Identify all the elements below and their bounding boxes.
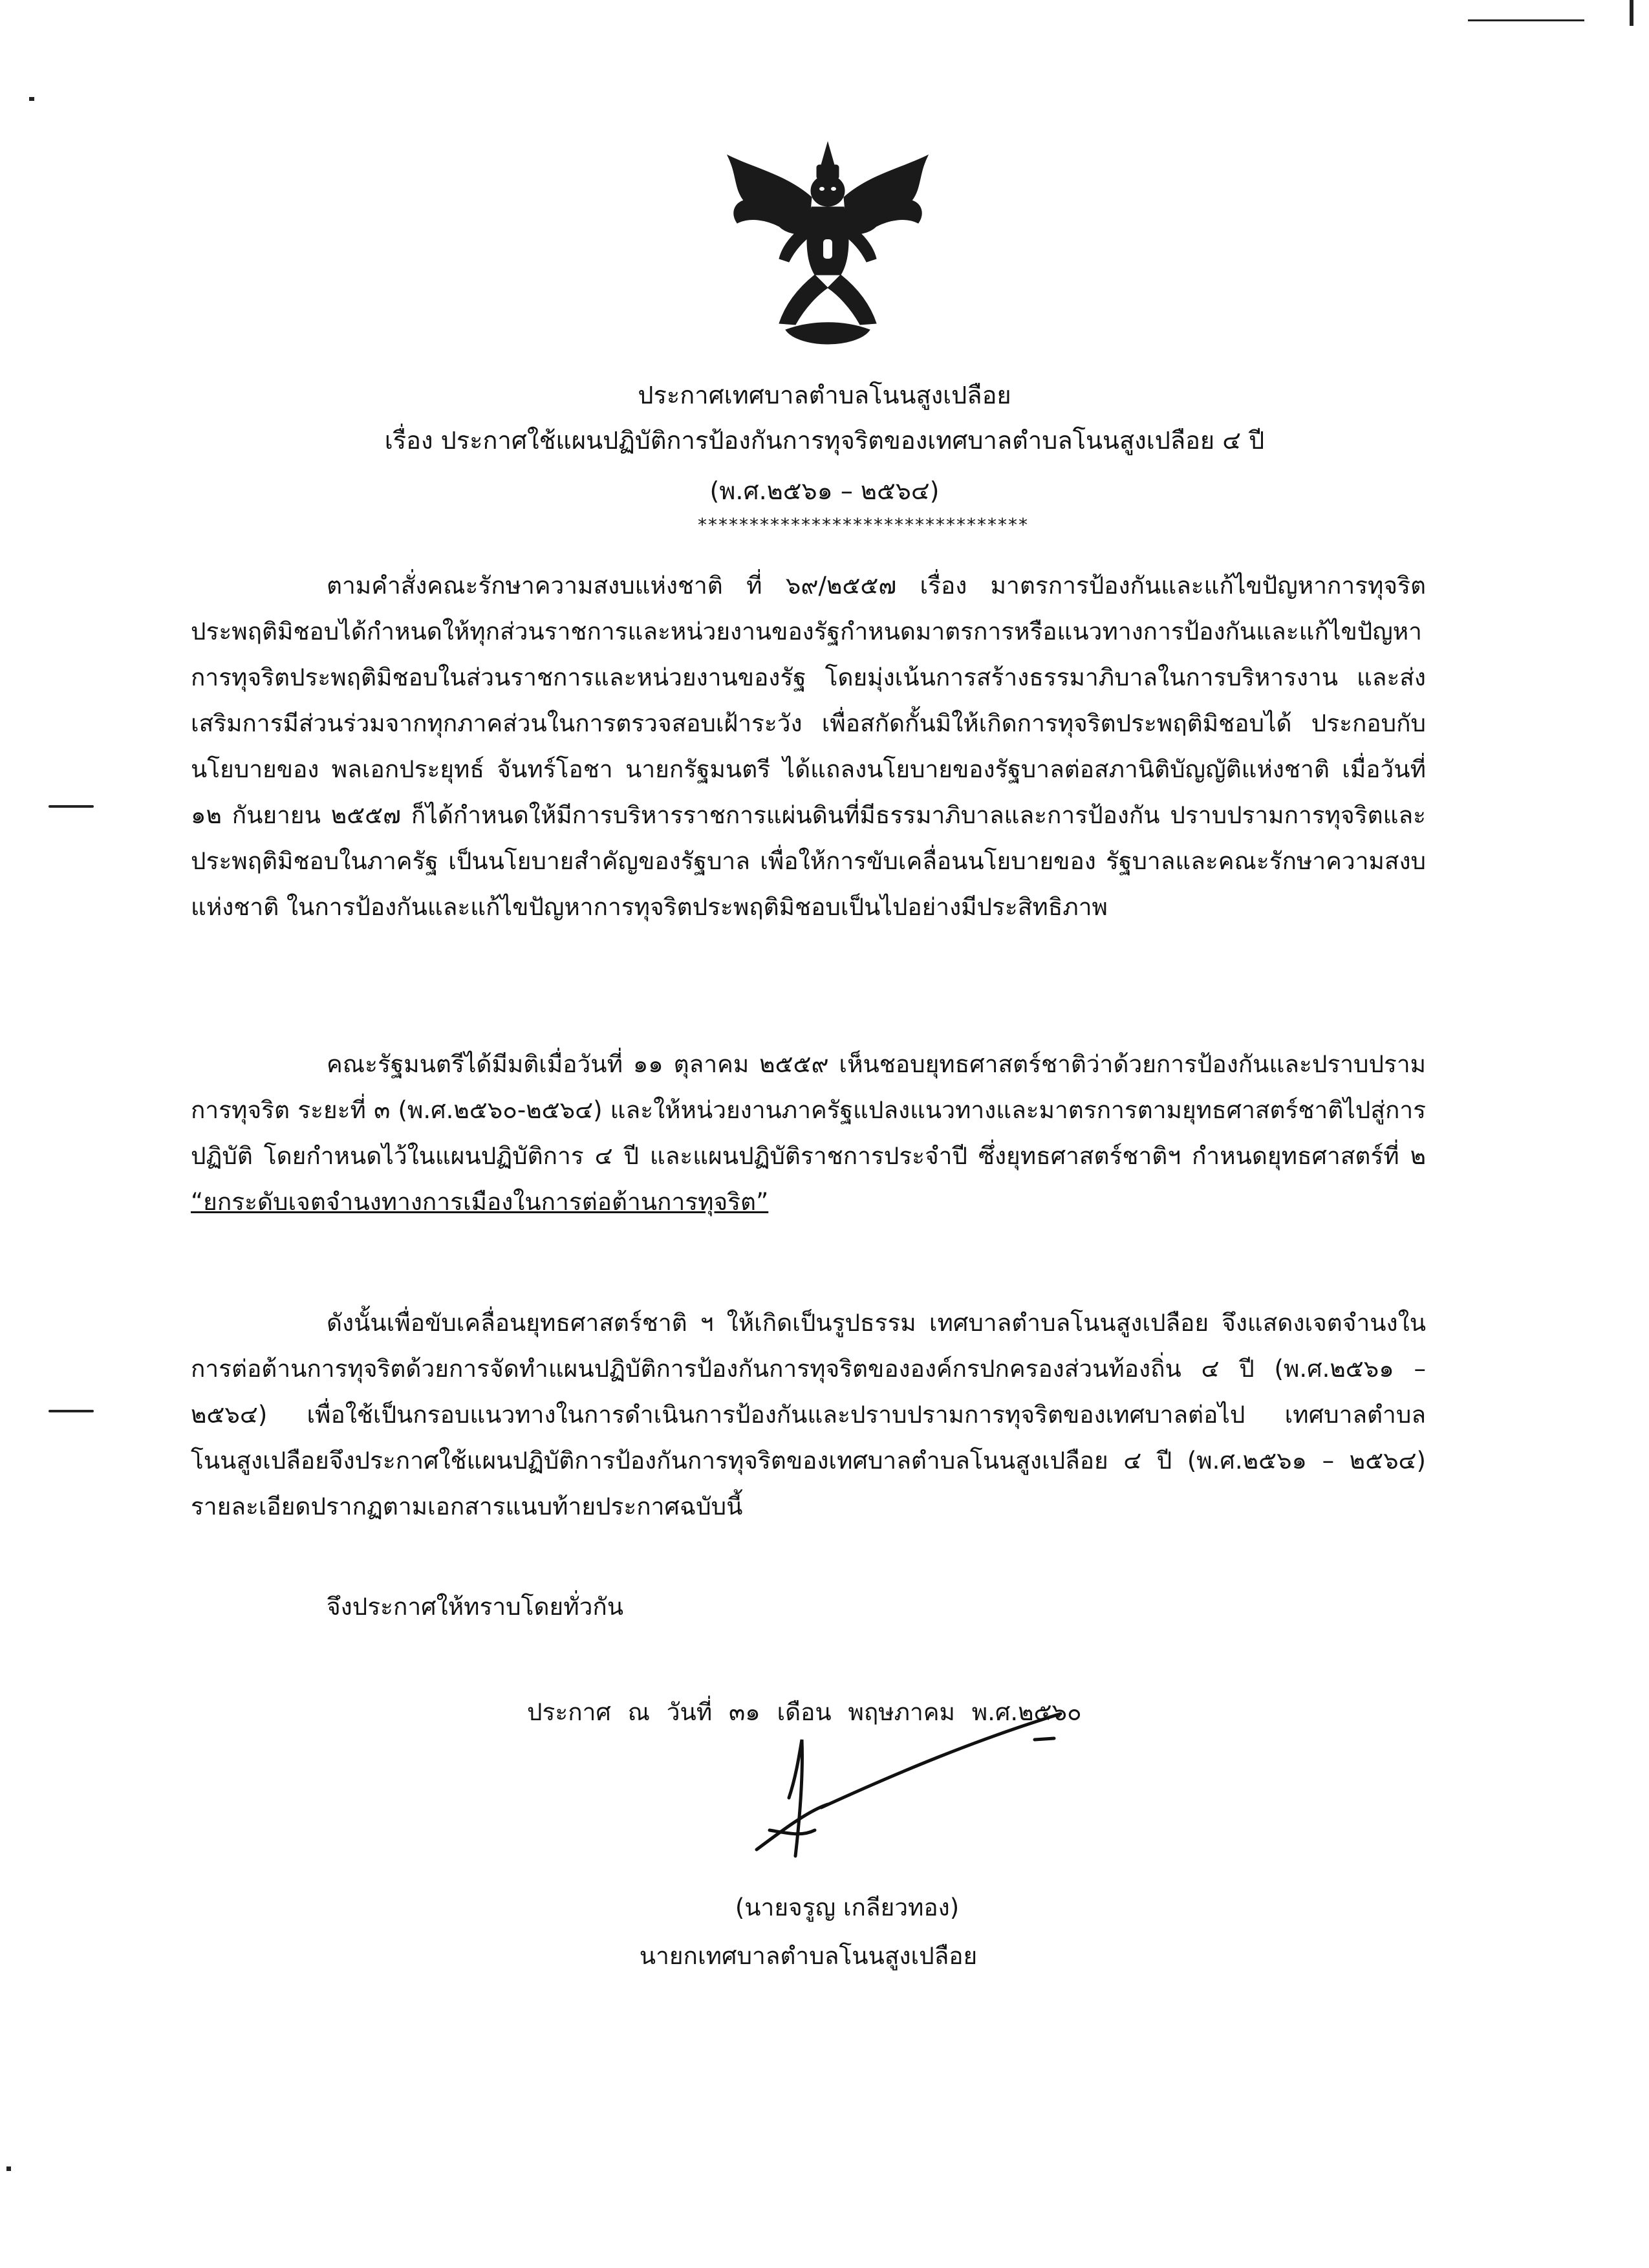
handwritten-signature	[731, 1701, 1093, 1882]
body-paragraph-1	[191, 563, 1426, 930]
signer-position: นายกเทศบาลตำบลโนนสูงเปลือย	[639, 1942, 978, 1970]
scan-speck	[6, 2166, 11, 2171]
signer-name: (นายจรูญ เกลียวทอง)	[735, 1894, 960, 1921]
garuda-emblem-icon	[708, 136, 947, 349]
body-paragraph-3	[191, 1300, 1426, 1529]
announcement-subject: เรื่อง ประกาศใช้แผนปฏิบัติการป้องกันการทุจริตของเทศบาลตำบลโนนสูงเปลือย ๔ ปี	[384, 426, 1265, 455]
scan-speck	[1630, 0, 1633, 26]
paragraph-3-text: ดังนั้นเพื่อขับเคลื่อนยุทธศาสตร์ชาติ ฯ ให้เกิดเป็นรูปธรรม เทศบาลตำบลโนนสูงเปลือย จึงแสดงเจตจำนงในการต่อต้านการทุจริตด้วยการจัดทำแผนปฏิบัติการป้องกันการทุจริตขององค์กรปกครองส่วนท้องถิ่น ๔ ปี (พ.ศ.๒๕๖๑ – ๒๕๖๔) เพื่อใช้เป็นกรอบแนวทางในการดำเนินการป้องกันและปราบปรามการทุจริตของเทศบาลต่อไป เทศบาลตำบลโนนสูงเปลือยจึงประกาศใช้แผนปฏิบัติการป้องกันการทุจริตของเทศบาลตำบลโนนสูงเปลือย ๔ ปี (พ.ศ.๒๕๖๑ – ๒๕๖๔) รายละเอียดปรากฏตามเอกสารแนบท้ายประกาศฉบับนี้	[191, 1309, 1426, 1520]
body-paragraph-2	[191, 1041, 1426, 1225]
strategy-emphasis: “ยกระดับเจตจำนงทางการเมืองในการต่อต้านการทุจริต”	[191, 1188, 769, 1216]
scan-speck	[48, 805, 94, 808]
separator-line: ********************************	[698, 514, 1029, 535]
paragraph-1-text: ตามคำสั่งคณะรักษาความสงบแห่งชาติ ที่ ๖๙/๒๕๕๗ เรื่อง มาตรการป้องกันและแก้ไขปัญหาการทุจริตประพฤติมิชอบได้กำหนดให้ทุกส่วนราชการและหน่วยงานของรัฐกำหนดมาตรการหรือแนวทางการป้องกันและแก้ไขปัญหาการทุจริตประพฤติมิชอบในส่วนราชการและหน่วยงานของรัฐ โดยมุ่งเน้นการสร้างธรรมาภิบาลในการบริหารงาน และส่งเสริมการมีส่วนร่วมจากทุกภาคส่วนในการตรวจสอบเฝ้าระวัง เพื่อสกัดกั้นมิให้เกิดการทุจริตประพฤติมิชอบได้ ประกอบกับนโยบายของ พลเอกประยุทธ์ จันทร์โอชา นายกรัฐมนตรี ได้แถลงนโยบายของรัฐบาลต่อสภานิติบัญญัติแห่งชาติ เมื่อวันที่ ๑๒ กันยายน ๒๕๕๗ ก็ได้กำหนดให้มีการบริหารราชการแผ่นดินที่มีธรรมาภิบาลและการป้องกัน ปราบปรามการทุจริตและประพฤติมิชอบในภาครัฐ เป็นนโยบายสำคัญของรัฐบาล เพื่อให้การขับเคลื่อนนโยบายของ รัฐบาลและคณะรักษาความสงบแห่งชาติ ในการป้องกันและแก้ไขปัญหาการทุจริตประพฤติมิชอบเป็นไปอย่างมีประสิทธิภาพ	[191, 572, 1426, 921]
scan-speck	[29, 97, 34, 101]
date-line: ประกาศ ณ วันที่ ๓๑ เดือน พฤษภาคม พ.ศ.๒๕๖๐	[527, 1698, 1082, 1726]
announcement-title: ประกาศเทศบาลตำบลโนนสูงเปลือย	[638, 381, 1011, 409]
scan-speck	[48, 1410, 94, 1412]
closing-statement: จึงประกาศให้ทราบโดยทั่วกัน	[327, 1593, 624, 1621]
announcement-years: (พ.ศ.๒๕๖๑ – ๒๕๖๔)	[709, 477, 940, 505]
scan-speck	[1468, 19, 1584, 21]
paragraph-2-text: คณะรัฐมนตรีได้มีมติเมื่อวันที่ ๑๑ ตุลาคม ๒๕๕๙ เห็นชอบยุทธศาสตร์ชาติว่าด้วยการป้องกันและปราบปรามการทุจริต ระยะที่ ๓ (พ.ศ.๒๕๖๐-๒๕๖๔) และให้หน่วยงานภาครัฐแปลงแนวทางและมาตรการตามยุทธศาสตร์ชาติไปสู่การปฏิบัติ โดยกำหนดไว้ในแผนปฏิบัติการ ๔ ปี และแผนปฏิบัติราชการประจำปี ซึ่งยุทธศาสตร์ชาติฯ กำหนดยุทธศาสตร์ที่ ๒	[191, 1050, 1426, 1170]
